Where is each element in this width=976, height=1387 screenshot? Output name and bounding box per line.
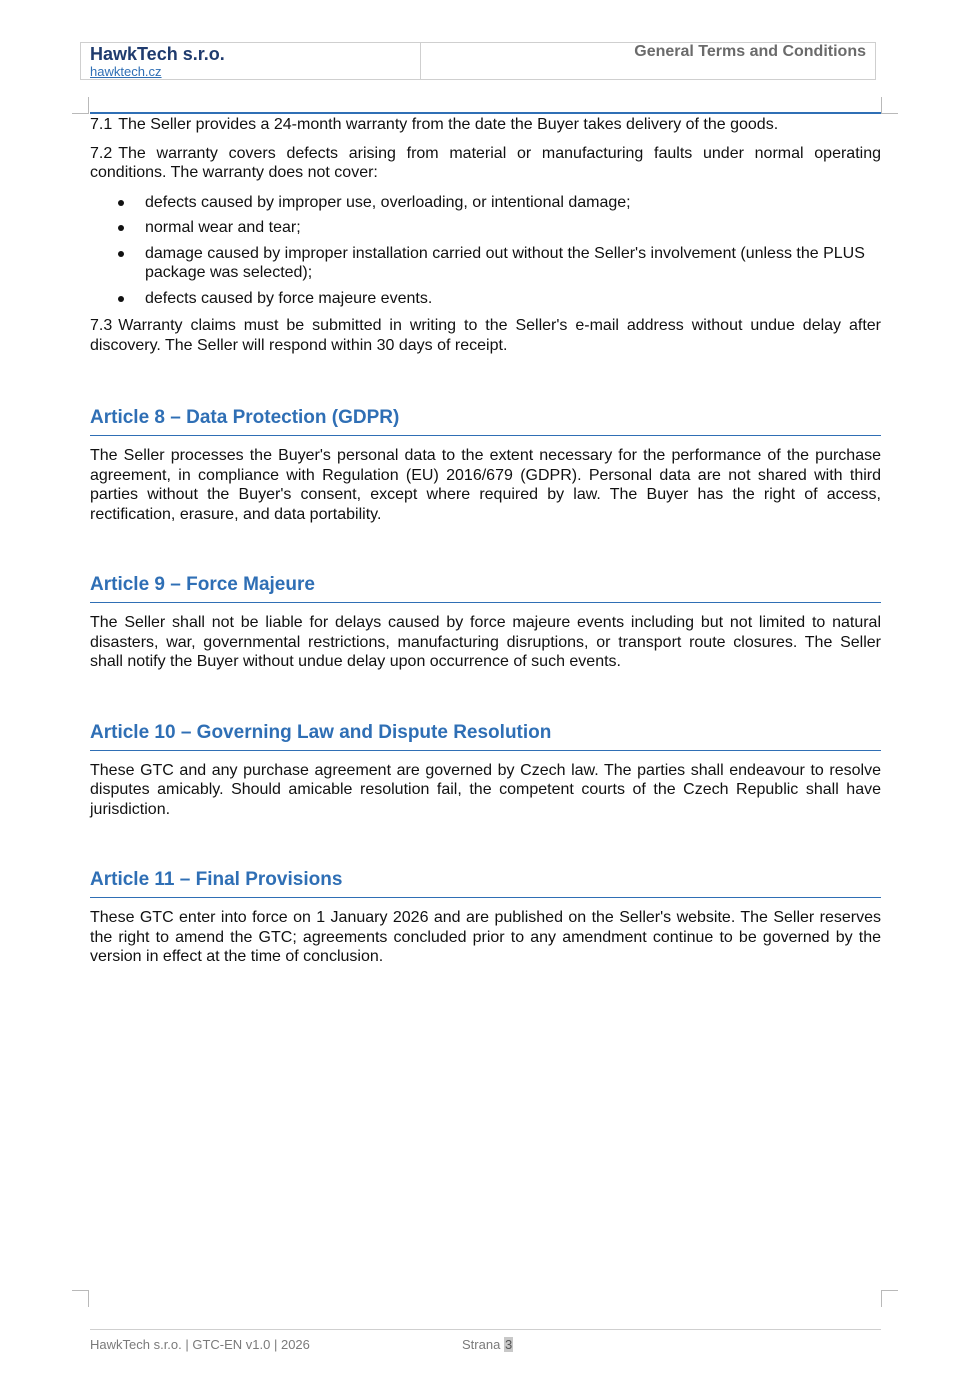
list-item: defects caused by improper use, overloading, or intentional damage; bbox=[90, 193, 881, 213]
article-heading: Article 10 – Governing Law and Dispute Resolution bbox=[90, 722, 881, 751]
clause-number: 7.1 bbox=[90, 116, 113, 133]
header-rule bbox=[90, 112, 881, 114]
article-text: These GTC and any purchase agreement are governed by Czech law. The parties shall endeavour to resolve disputes amicably. Should amicable resolution fail, the competent courts of the Czech Republic shall have jurisdiction. bbox=[90, 761, 881, 818]
clause-number: 7.3 bbox=[90, 317, 113, 334]
crop-mark-bottom-left bbox=[72, 1290, 89, 1307]
clause-7-1 bbox=[90, 115, 881, 135]
list-item: normal wear and tear; bbox=[90, 218, 881, 238]
clause-7-2 bbox=[90, 144, 881, 183]
clause-7-3 bbox=[90, 316, 881, 355]
article-10 bbox=[90, 722, 881, 820]
article-text: The Seller processes the Buyer's personal data to the extent necessary for the performance of the purchase agreement, in compliance with Regulation (EU) 2016/679 (GDPR). Personal data are not shared with third parties without the Buyer's consent, except where required by law. The Buyer has the right of access, rectification, erasure, and data portability. bbox=[90, 447, 881, 523]
article-heading: Article 11 – Final Provisions bbox=[90, 869, 881, 898]
footer-page-indicator bbox=[462, 1337, 513, 1352]
article-9 bbox=[90, 574, 881, 672]
crop-mark-top-left bbox=[72, 97, 89, 114]
article-text: These GTC enter into force on 1 January 2026 and are published on the Seller's website. The Seller reserves the right to amend the GTC; agreements concluded prior to any amendment continue to be governed by the version in effect at the time of conclusion. bbox=[90, 909, 881, 965]
document-body bbox=[90, 115, 881, 967]
article-text: The Seller shall not be liable for delays caused by force majeure events including but not limited to natural disasters, war, governmental restrictions, manufacturing disruptions, or transport route closures. The Seller shall notify the Buyer without undue delay upon occurrence of such events. bbox=[90, 614, 881, 670]
header-right-cell bbox=[421, 43, 875, 79]
clause-text: Warranty claims must be submitted in writing to the Seller's e-mail address without undue delay after discovery. The Seller will respond within 30 days of receipt. bbox=[90, 317, 881, 354]
page-label: Strana bbox=[462, 1337, 501, 1352]
article-heading: Article 8 – Data Protection (GDPR) bbox=[90, 407, 881, 436]
crop-mark-top-right bbox=[881, 97, 898, 114]
article-8 bbox=[90, 407, 881, 524]
company-name: HawkTech s.r.o. bbox=[90, 44, 225, 64]
page-number: 3 bbox=[504, 1337, 513, 1352]
page-footer bbox=[90, 1329, 881, 1352]
footer-doc-info: HawkTech s.r.o. | GTC-EN v1.0 | 2026 bbox=[90, 1337, 310, 1352]
list-item: damage caused by improper installation carried out without the Seller's involvement (unless the PLUS package was selected); bbox=[90, 244, 881, 283]
clause-text: The Seller provides a 24-month warranty from the date the Buyer takes delivery of the goods. bbox=[118, 116, 779, 133]
article-11 bbox=[90, 869, 881, 967]
website-link[interactable]: hawktech.cz bbox=[90, 64, 162, 79]
document-title: General Terms and Conditions bbox=[634, 43, 866, 60]
clause-text: The warranty covers defects arising from material or manufacturing faults under normal operating conditions. The warranty does not cover: bbox=[90, 144, 881, 181]
warranty-exclusions-list bbox=[90, 193, 881, 309]
crop-mark-bottom-right bbox=[881, 1290, 898, 1307]
clause-number: 7.2 bbox=[90, 144, 113, 162]
header-left-cell bbox=[81, 43, 421, 79]
page-header bbox=[80, 42, 876, 80]
list-item: defects caused by force majeure events. bbox=[90, 289, 881, 309]
article-heading: Article 9 – Force Majeure bbox=[90, 574, 881, 603]
